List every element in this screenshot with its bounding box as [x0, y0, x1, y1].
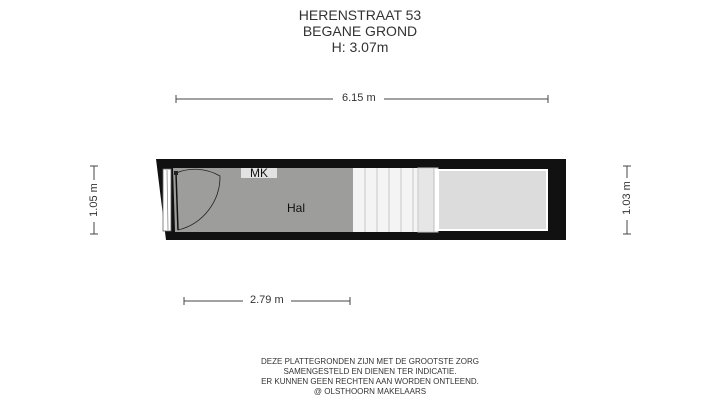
disclaimer-line-2: SAMENGESTELD EN DIENEN TER INDICATIE. [283, 367, 457, 376]
right-dimension-label: 1.03 m [621, 181, 633, 215]
bottom-dimension-label: 2.79 m [250, 294, 284, 306]
disclaimer [0, 357, 720, 397]
disclaimer-line-1: DEZE PLATTEGRONDEN ZIJN MET DE GROOTSTE ZORG [261, 357, 479, 366]
top-dimension-label: 6.15 m [342, 92, 376, 104]
landing-area [438, 170, 547, 230]
floor-title: BEGANE GROND [302, 23, 418, 39]
meter-cupboard-label: MK [250, 166, 268, 180]
disclaimer-line-4: @ OLSTHOORN MAKELAARS [313, 387, 427, 396]
disclaimer-line-3: ER KUNNEN GEEN RECHTEN AAN WORDEN ONTLEEND. [261, 377, 479, 386]
hall-label: Hal [286, 201, 306, 215]
left-dimension-label: 1.05 m [88, 183, 100, 217]
address-title: HERENSTRAAT 53 [298, 7, 422, 23]
ceiling-height: H: 3.07m [331, 39, 389, 55]
